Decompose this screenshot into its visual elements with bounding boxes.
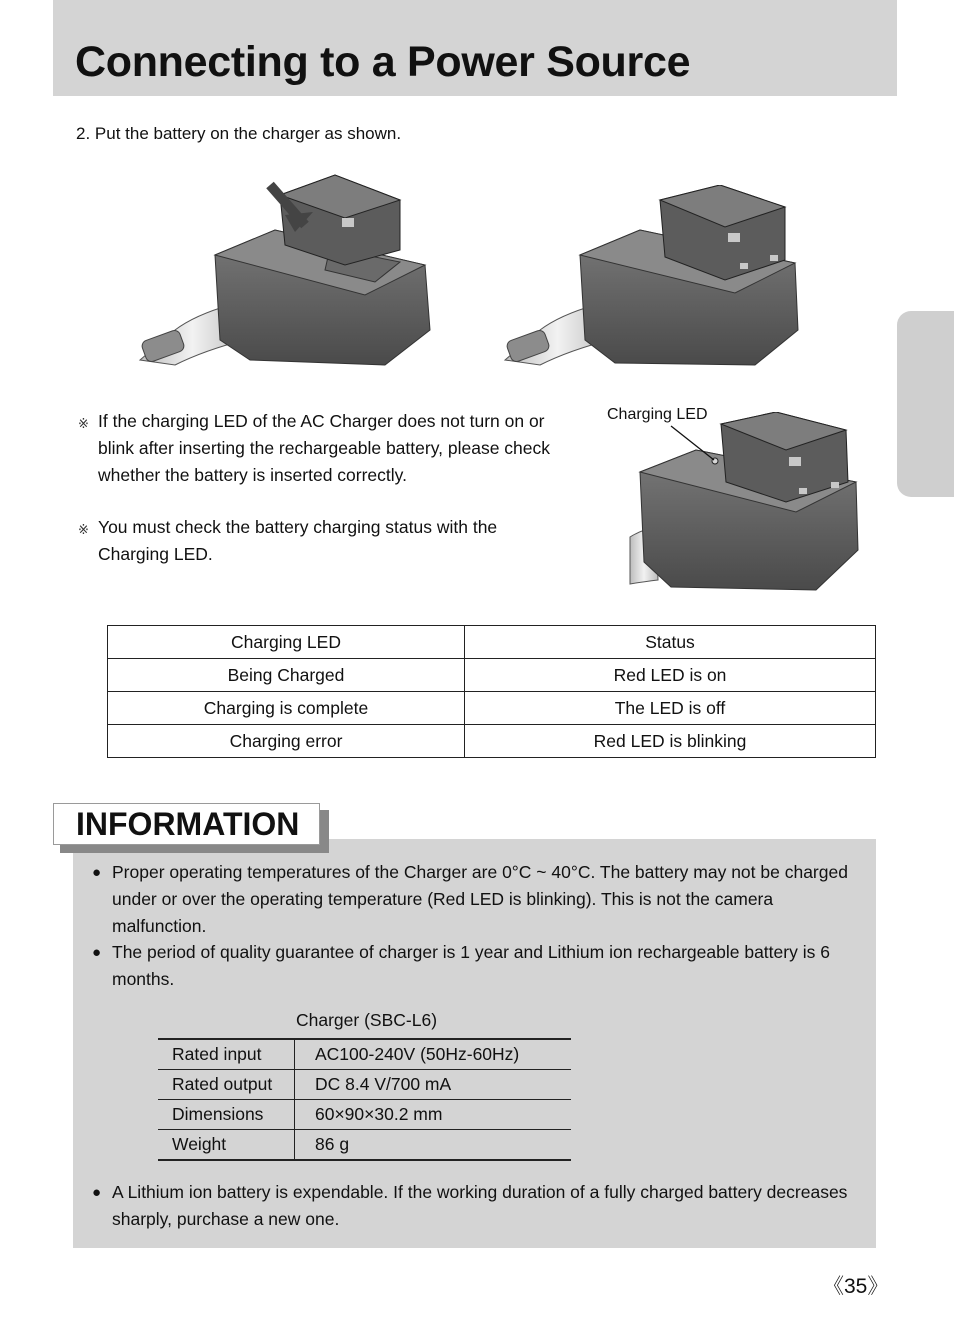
bullet-dot-icon: ●: [92, 1184, 102, 1201]
charging-status-table: [107, 625, 876, 758]
bullet-text: A Lithium ion battery is expendable. If the working duration of a fully charged battery decreases sharply, purchase a new one.: [112, 1182, 848, 1229]
spec-label: Rated output: [158, 1070, 295, 1100]
reference-mark-icon: ※: [78, 416, 89, 431]
table-row: [158, 1039, 571, 1070]
spec-label: Dimensions: [158, 1100, 295, 1130]
info-bullet-temperature: [92, 859, 852, 940]
section-side-tab: [897, 311, 954, 497]
info-bullet-expendable: [92, 1179, 852, 1233]
spec-value: AC100-240V (50Hz-60Hz): [315, 1044, 520, 1064]
charger-spec-table: [158, 1038, 571, 1161]
table-row: [108, 692, 876, 725]
spec-table-caption: Charger (SBC-L6): [296, 1010, 438, 1030]
bullet-dot-icon: ●: [92, 864, 102, 881]
table-row: [158, 1130, 571, 1161]
bullet-dot-icon: ●: [92, 944, 102, 961]
table-cell: Charging error: [108, 725, 465, 758]
note-text: If the charging LED of the AC Charger does not turn on or blink after inserting the rechargeable battery, please check whether the battery is inserted correctly.: [98, 411, 551, 485]
header-cell: Charging LED: [108, 626, 465, 659]
table-row: [108, 725, 876, 758]
bullet-text: Proper operating temperatures of the Charger are 0°C ~ 40°C. The battery may not be charged under or over the operating temperature (Red LED is blinking). This is not the camera malfunction.: [112, 862, 848, 936]
spec-label: Weight: [158, 1130, 295, 1161]
table-cell: The LED is off: [465, 692, 876, 725]
charging-led-caption: Charging LED: [607, 406, 708, 423]
spec-value: 60×90×30.2 mm: [315, 1104, 443, 1124]
table-row: [158, 1100, 571, 1130]
table-cell: Red LED is on: [465, 659, 876, 692]
header-cell: Status: [465, 626, 876, 659]
reference-mark-icon: ※: [78, 522, 89, 537]
spec-value: 86 g: [315, 1134, 350, 1154]
table-row: [108, 659, 876, 692]
title-bar: [53, 0, 897, 96]
table-cell: Red LED is blinking: [465, 725, 876, 758]
bullet-text: The period of quality guarantee of charger is 1 year and Lithium ion rechargeable battery is 6 months.: [112, 942, 830, 989]
charging-led-figure-icon: [626, 412, 866, 597]
info-bullet-guarantee: [92, 939, 852, 993]
spec-label: Rated input: [158, 1039, 295, 1070]
battery-mounted-icon: [500, 185, 805, 370]
note-check-status: [78, 514, 573, 568]
battery-inserting-icon: [135, 170, 440, 370]
spec-value: DC 8.4 V/700 mA: [315, 1074, 452, 1094]
note-text: You must check the battery charging status with the Charging LED.: [98, 517, 498, 564]
information-label: [53, 803, 320, 845]
step-instruction: 2. Put the battery on the charger as shown.: [76, 124, 402, 143]
table-row: [158, 1070, 571, 1100]
page-title: Connecting to a Power Source: [75, 38, 691, 86]
note-led-not-lit: [78, 408, 573, 489]
information-heading: INFORMATION: [76, 806, 300, 842]
table-cell: Charging is complete: [108, 692, 465, 725]
table-header-row: [108, 626, 876, 659]
page-number: 《35》: [823, 1275, 889, 1298]
table-cell: Being Charged: [108, 659, 465, 692]
